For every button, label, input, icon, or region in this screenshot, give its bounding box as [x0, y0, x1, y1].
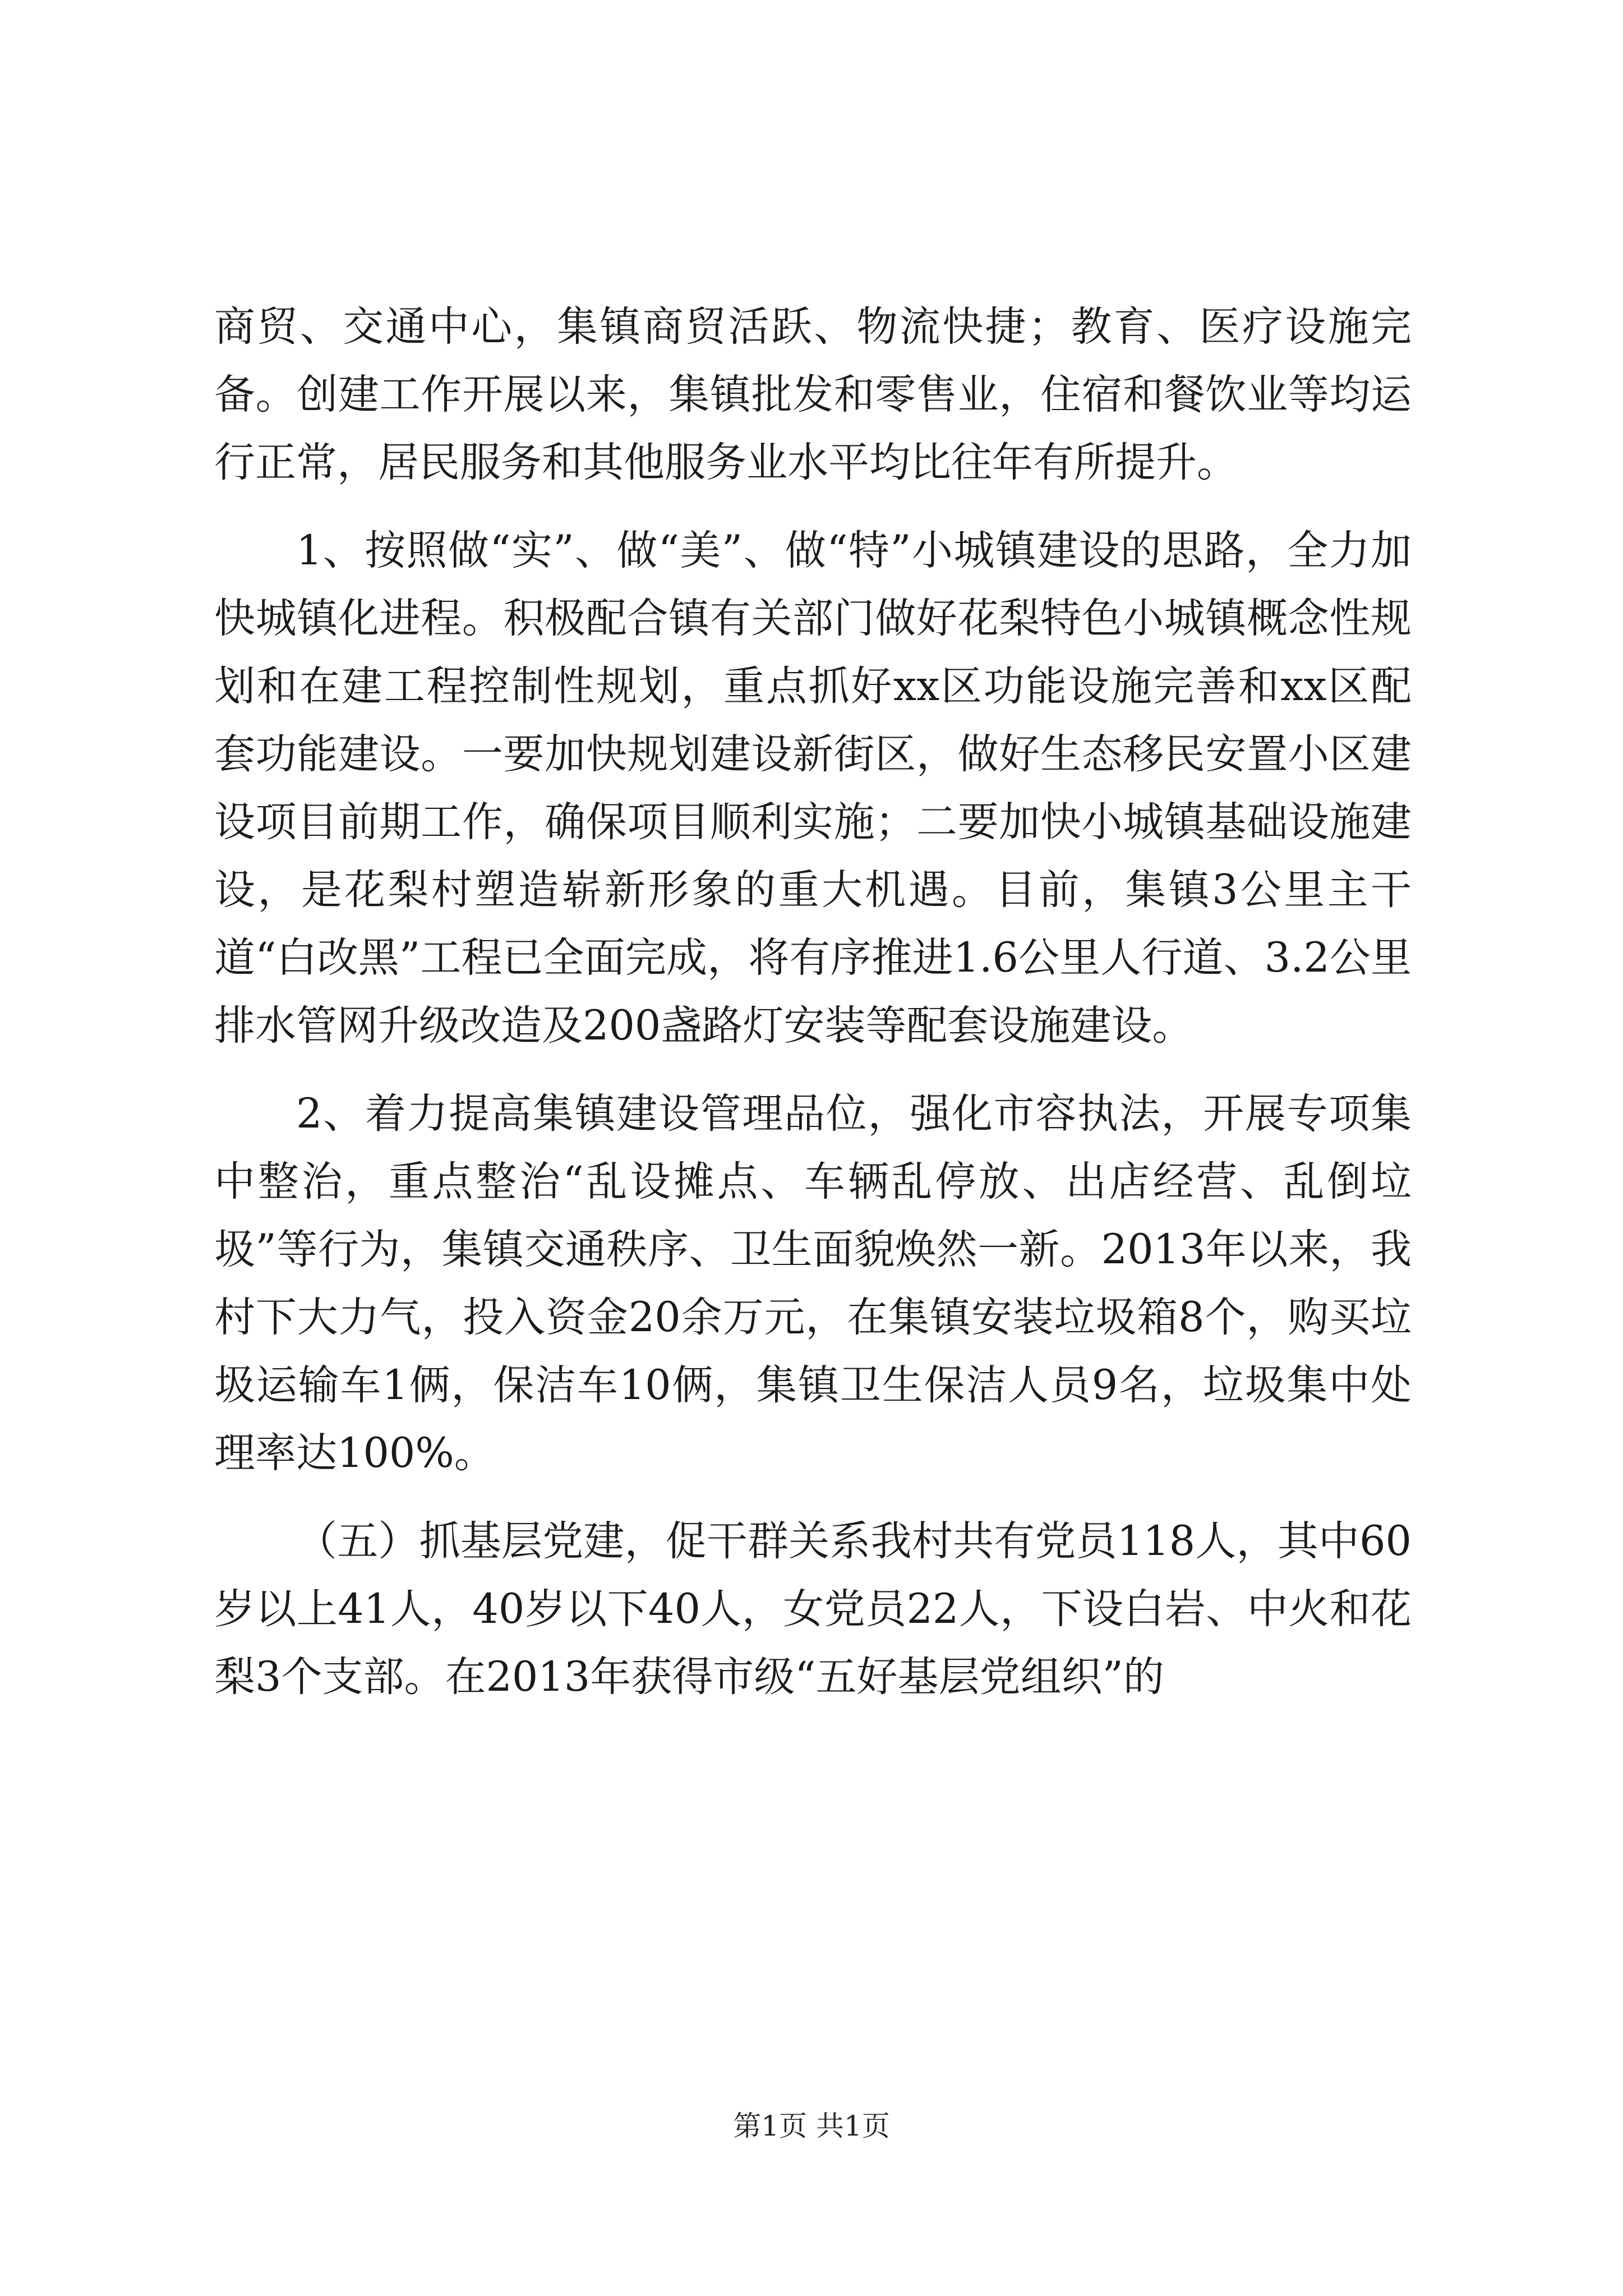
paragraph-item-1: 1、按照做“实”、做“美”、做“特”小城镇建设的思路，全力加快城镇化进程。积极配合镇有关部门做好花梨特色小城镇概念性规划和在建工程控制性规划，重点抓好xx区功能设施完善和xx区配套功能建设。一要加快规划建设新街区，做好生态移民安置小区建设项目前期工作，确保项目顺利实施；二要加快小城镇基础设施建设，是花梨村塑造崭新形象的重大机遇。目前，集镇3公里主干道“白改黑”工程已全面完成，将有序推进1.6公里人行道、3.2公里排水管网升级改造及200盏路灯安装等配套设施建设。 [214, 527, 1412, 1050]
paragraph-section-5: （五）抓基层党建，促干群关系我村共有党员118人，其中60岁以上41人，40岁以下40人，女党员22人，下设白岩、中火和花梨3个支部。在2013年获得市级“五好基层党组织”的 [214, 1517, 1412, 1701]
paragraph-item-2: 2、着力提高集镇建设管理品位，强化市容执法，开展专项集中整治，重点整治“乱设摊点、车辆乱停放、出店经营、乱倒垃圾”等行为，集镇交通秩序、卫生面貌焕然一新。2013年以来，我村下大力气，投入资金20余万元，在集镇安装垃圾箱8个，购买垃圾运输车1俩，保洁车10俩，集镇卫生保洁人员9名，垃圾集中处理率达100%。 [214, 1090, 1412, 1477]
paragraph-continuation: 商贸、交通中心，集镇商贸活跃、物流快捷；教育、医疗设施完备。创建工作开展以来，集镇批发和零售业，住宿和餐饮业等均运行正常，居民服务和其他服务业水平均比往年有所提升。 [214, 303, 1412, 486]
page-footer: 第1页 共1页 [733, 2110, 890, 2142]
document-body [214, 293, 1412, 1731]
